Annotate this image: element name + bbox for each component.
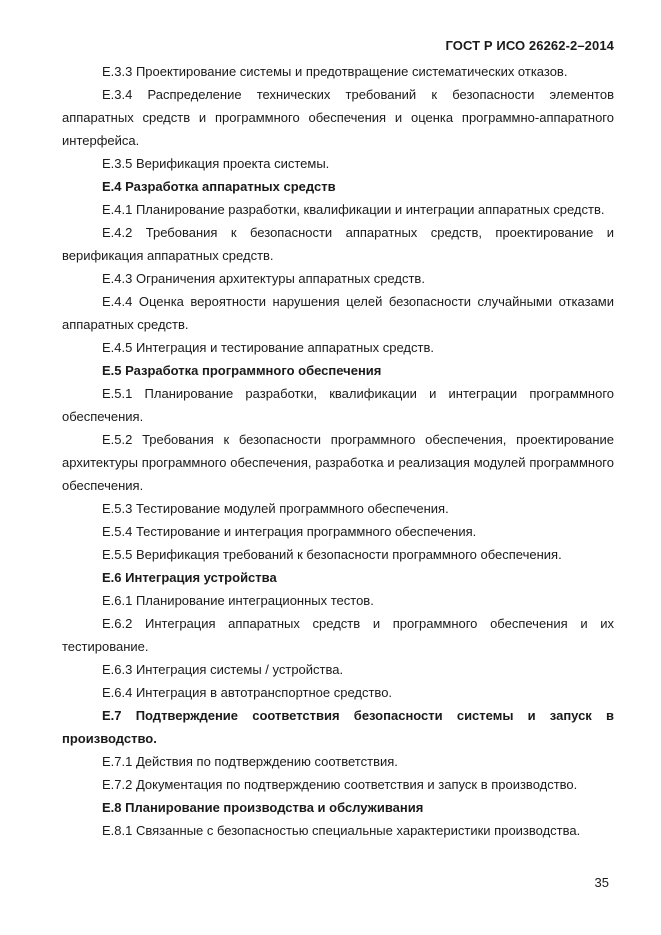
- paragraph-e-5-1: E.5.1 Планирование разработки, квалификации и интеграции программного обеспечения.: [62, 386, 614, 424]
- paragraph-e-8-1: E.8.1 Связанные с безопасностью специальные характеристики производства.: [102, 823, 581, 838]
- page-number: 35: [594, 875, 609, 890]
- document-header: ГОСТ Р ИСО 26262-2–2014: [445, 38, 614, 53]
- document-body: [62, 60, 614, 842]
- paragraph-e-3-5: E.3.5 Верификация проекта системы.: [102, 156, 330, 171]
- paragraph-e-7-2: E.7.2 Документация по подтверждению соответствия и запуск в производство.: [102, 777, 578, 792]
- paragraph-e-3-4: E.3.4 Распределение технических требований к безопасности элементов аппаратных средств и программного обеспечения и оценка программно-аппаратного интерфейса.: [62, 87, 614, 148]
- section-heading-e-7: E.7 Подтверждение соответствия безопасности системы и запуск в производство.: [62, 708, 614, 746]
- section-heading-e-8: E.8 Планирование производства и обслуживания: [102, 800, 424, 815]
- paragraph-e-4-1: E.4.1 Планирование разработки, квалификации и интеграции аппаратных средств.: [102, 202, 605, 217]
- paragraph-e-5-5: E.5.5 Верификация требований к безопасности программного обеспечения.: [102, 547, 562, 562]
- paragraph-e-4-5: E.4.5 Интеграция и тестирование аппаратных средств.: [102, 340, 434, 355]
- paragraph-e-5-3: E.5.3 Тестирование модулей программного обеспечения.: [102, 501, 449, 516]
- paragraph-e-4-4: E.4.4 Оценка вероятности нарушения целей безопасности случайными отказами аппаратных средств.: [62, 294, 614, 332]
- paragraph-e-6-1: E.6.1 Планирование интеграционных тестов.: [102, 593, 374, 608]
- paragraph-e-6-2: E.6.2 Интеграция аппаратных средств и программного обеспечения и их тестирование.: [62, 616, 614, 654]
- paragraph-e-3-3: E.3.3 Проектирование системы и предотвращение систематических отказов.: [102, 64, 568, 79]
- paragraph-e-4-3: E.4.3 Ограничения архитектуры аппаратных средств.: [102, 271, 425, 286]
- paragraph-e-6-3: E.6.3 Интеграция системы / устройства.: [102, 662, 344, 677]
- paragraph-e-4-2: E.4.2 Требования к безопасности аппаратных средств, проектирование и верификация аппаратных средств.: [62, 225, 614, 263]
- paragraph-e-5-2: E.5.2 Требования к безопасности программного обеспечения, проектирование архитектуры программного обеспечения, разработка и реализация модулей программного обеспечения.: [62, 432, 614, 493]
- section-heading-e-5: E.5 Разработка программного обеспечения: [102, 363, 382, 378]
- section-heading-e-4: E.4 Разработка аппаратных средств: [102, 179, 336, 194]
- section-heading-e-6: E.6 Интеграция устройства: [102, 570, 277, 585]
- paragraph-e-6-4: E.6.4 Интеграция в автотранспортное средство.: [102, 685, 393, 700]
- paragraph-e-5-4: E.5.4 Тестирование и интеграция программного обеспечения.: [102, 524, 477, 539]
- paragraph-e-7-1: E.7.1 Действия по подтверждению соответствия.: [102, 754, 398, 769]
